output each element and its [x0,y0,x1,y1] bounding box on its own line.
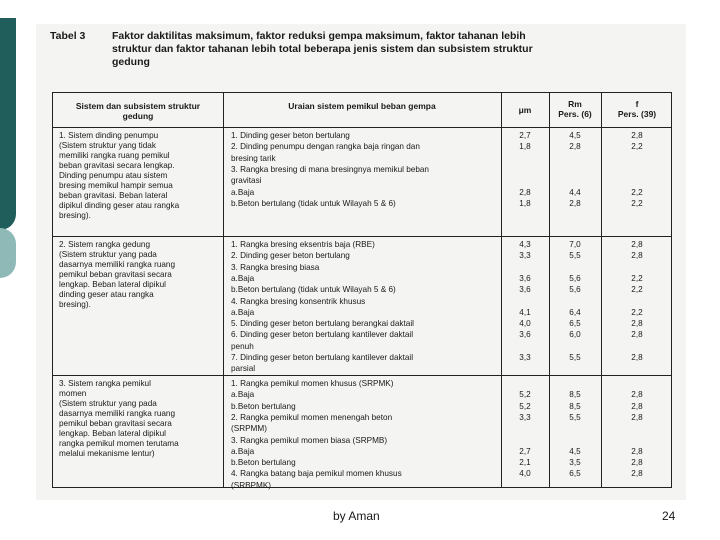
row-rm: 5,6 [569,273,581,283]
system-description-line: (Sistem struktur yang tidak [59,141,156,150]
row-rm: 6,4 [569,307,581,317]
column-divider [223,93,224,487]
row-rm: 6,5 [569,319,581,329]
caption-line-1: Faktor daktilitas maksimum, faktor reduksi gempa maksimum, faktor tahanan lebih [112,30,526,42]
row-mu: 5,2 [519,401,531,411]
system-description-line: lengkap. Beban lateral dipikul [59,429,166,438]
row-rm: 2,8 [569,142,581,152]
system-description [59,240,175,310]
system-description-line: bresing memikul hampir semua [59,181,173,190]
system-description-line: dipikul dinding geser atau rangka [59,201,180,210]
row-description: 2. Dinding geser beton bertulang [231,251,350,261]
system-description-line: 3. Sistem rangka pemikul [59,379,151,388]
footer-author: by Aman [333,509,380,523]
row-f: 2,2 [631,187,643,197]
row-description: gravitasi [231,176,262,186]
row-f: 2,8 [631,401,643,411]
row-mu: 1,8 [519,198,531,208]
row-mu: 4,0 [519,469,531,479]
row-f: 2,2 [631,307,643,317]
row-description: a.Baja [231,273,255,283]
system-description-line: (Sistem struktur yang pada [59,399,157,408]
row-mu: 1,8 [519,142,531,152]
row-description: b.Beton bertulang (tidak untuk Wilayah 5 & 6) [231,198,396,208]
row-f: 2,8 [631,469,643,479]
row-description: 3. Rangka pemikul momen biasa (SRPMB) [231,435,388,445]
system-description-line: dasarnya memiliki rangka ruang [59,409,176,418]
system-description-line: momen [59,389,87,398]
system-description-line: beban gravitasi. Beban lateral [59,191,168,200]
row-description: 3. Rangka bresing biasa [231,262,320,272]
row-mu: 2,1 [519,458,531,468]
system-description-line: memiliki rangka ruang pemikul [59,151,170,160]
row-description: (SRPMM) [231,424,267,434]
system-description-line: bresing). [59,211,91,220]
row-description: penuh [231,341,254,351]
header-rm: Rm Pers. (6) [558,99,592,119]
system-description-line: pemikul beban gravitasi secara [59,270,172,279]
row-description: b.Beton bertulang [231,401,296,411]
row-f: 2,8 [631,458,643,468]
row-description: 4. Rangka batang baja pemikul momen khusus [231,469,402,479]
row-mu: 4,3 [519,240,531,249]
section-divider [53,236,671,237]
row-rm: 5,5 [569,353,581,362]
row-description: b.Beton bertulang (tidak untuk Wilayah 5 & 6) [231,285,396,295]
row-description: a.Baja [231,390,255,400]
system-description [59,131,179,221]
table-caption [50,30,670,69]
row-f: 2,2 [631,142,643,152]
row-f: 2,8 [631,390,643,400]
system-description-line: dasarnya memiliki rangka ruang [59,260,176,269]
row-f: 2,8 [631,240,643,249]
system-description-line: bresing). [59,300,91,309]
row-mu: 2,7 [519,131,531,140]
row-rm: 4,5 [569,446,581,456]
row-description: 3. Rangka bresing di mana bresingnya memikul beban [231,164,429,174]
caption-line-3: gedung [112,56,150,68]
row-mu: 5,2 [519,390,531,400]
header-description: Uraian sistem pemikul beban gempa [288,101,436,111]
row-description: 7. Dinding geser beton bertulang kantilever daktail [231,353,414,362]
row-rm: 8,5 [569,401,581,411]
row-mu: 3,3 [519,412,531,422]
row-f: 2,8 [631,251,643,261]
table-label: Tabel 3 [50,30,86,42]
row-mu: 3,6 [519,273,531,283]
slide-decoration-light [0,228,16,278]
row-description: b.Beton bertulang [231,458,296,468]
row-description: 1. Rangka bresing eksentris baja (RBE) [231,240,375,249]
system-description-line: beban gravitasi secara lengkap. [59,161,175,170]
row-rm: 6,0 [569,330,581,340]
row-mu: 3,3 [519,353,531,362]
system-description-line: pemikul beban gravitasi secara [59,419,172,428]
row-mu: 4,1 [519,307,531,317]
row-description: bresing tarik [231,153,276,163]
system-description-line: Dinding penumpu atau sistem [59,171,168,180]
row-mu: 3,3 [519,251,531,261]
row-rm: 5,5 [569,251,581,261]
header-system: Sistem dan subsistem struktur gedung [75,101,201,121]
row-mu: 3,6 [519,330,531,340]
row-f: 2,8 [631,131,643,140]
row-f: 2,2 [631,285,643,295]
row-rm: 8,5 [569,390,581,400]
header-divider [53,127,671,128]
row-mu: 2,7 [519,446,531,456]
row-rm: 6,5 [569,469,581,479]
system-description-line: lengkap. Beban lateral dipikul [59,280,166,289]
row-description: (SRBPMK) [231,480,272,490]
row-description: parsial [231,364,256,374]
row-rm: 5,6 [569,285,581,295]
row-description: 2. Rangka pemikul momen menengah beton [231,412,393,422]
row-f: 2,8 [631,412,643,422]
row-mu: 2,8 [519,187,531,197]
row-f: 2,8 [631,330,643,340]
row-rm: 3,5 [569,458,581,468]
row-f: 2,8 [631,446,643,456]
row-rm: 2,8 [569,198,581,208]
row-description: 5. Dinding geser beton bertulang berangkai daktail [231,319,414,329]
row-description: 4. Rangka bresing konsentrik khusus [231,296,366,306]
system-description [59,379,179,459]
row-description: 6. Dinding geser beton bertulang kantilever daktail [231,330,414,340]
row-rm: 4,5 [569,131,581,140]
row-f: 2,8 [631,319,643,329]
row-f: 2,8 [631,353,643,362]
header-f: f Pers. (39) [617,99,657,119]
system-description-line: rangka pemikul momen terutama [59,439,179,448]
system-description-line: dinding geser atau rangka [59,290,154,299]
footer-page-number: 24 [662,509,676,523]
row-description: 1. Dinding geser beton bertulang [231,131,350,140]
row-mu: 3,6 [519,285,531,295]
row-f: 2,2 [631,273,643,283]
system-description-line: melalui mekanisme lentur) [59,449,155,458]
row-rm: 4,4 [569,187,581,197]
seismic-factor-table [52,92,672,488]
system-description-line: (Sistem struktur yang pada [59,250,157,259]
system-description-line: 1. Sistem dinding penumpu [59,131,159,140]
caption-line-2: struktur dan faktor tahanan lebih total beberapa jenis sistem dan subsistem struktur [112,43,533,55]
slide-decoration-dark [0,18,16,230]
row-description: 2. Dinding penumpu dengan rangka baja ringan dan [231,142,420,152]
row-rm: 5,5 [569,412,581,422]
row-mu: 4,0 [519,319,531,329]
header-mu: μm [518,105,532,115]
row-rm: 7,0 [569,240,581,249]
row-f: 2,2 [631,198,643,208]
row-description: a.Baja [231,446,255,456]
system-description-line: 2. Sistem rangka gedung [59,240,151,249]
row-description: a.Baja [231,307,255,317]
section-divider [53,375,671,376]
row-description: a.Baja [231,187,255,197]
row-description: 1. Rangka pemikul momen khusus (SRPMK) [231,379,394,388]
